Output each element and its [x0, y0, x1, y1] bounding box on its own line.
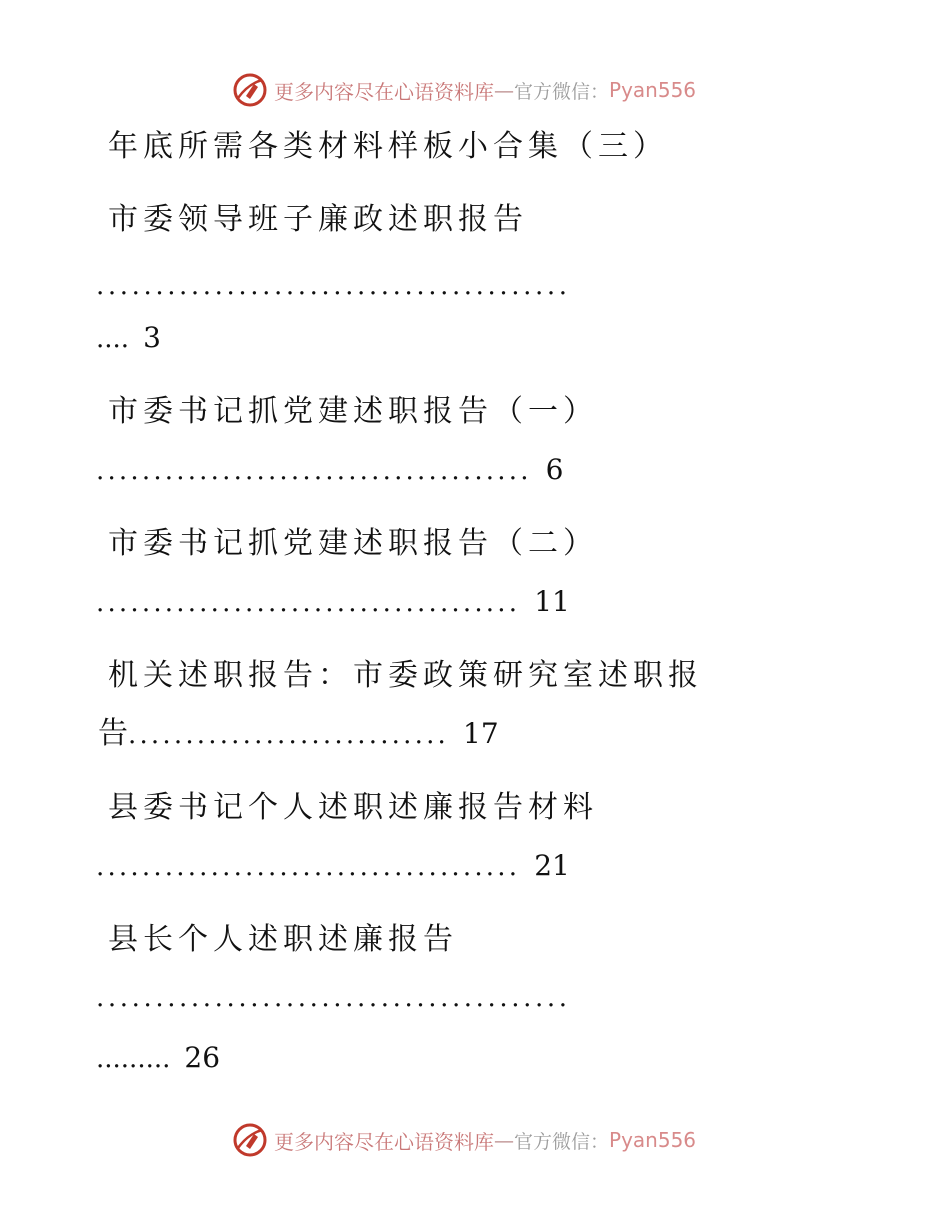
- watermark-header: [232, 72, 696, 108]
- toc-entry-title: 县长个人述职述廉报告: [108, 922, 458, 957]
- toc-page-number: 17: [463, 717, 499, 750]
- toc-entry-leader: .... 3: [96, 321, 161, 354]
- toc-entry-title: 市委书记抓党建述职报告（一）: [108, 394, 598, 429]
- toc-entry-title: 机关述职报告：市委政策研究室述职报: [108, 658, 703, 693]
- watermark-label: 官方微信：: [514, 80, 610, 103]
- toc-page-number: 26: [184, 1041, 221, 1074]
- watermark-label: 官方微信：: [514, 1130, 610, 1153]
- toc-page-number: 3: [143, 321, 161, 354]
- toc-entry-leader: ..................................... 11: [96, 585, 570, 618]
- document-title: 年底所需各类材料样板小合集（三）: [108, 129, 668, 164]
- toc-entry-leader: ...................................... 6: [96, 453, 564, 486]
- watermark-separator: —: [494, 1128, 514, 1152]
- watermark-footer: [232, 1122, 696, 1158]
- toc-entry-leader: ......... 26: [96, 1041, 221, 1074]
- watermark-text: 更多内容尽在心语资料库: [274, 1129, 494, 1154]
- toc-page-number: 6: [545, 453, 564, 486]
- pen-logo-icon: [232, 1122, 268, 1158]
- toc-page-number: 11: [534, 585, 570, 618]
- watermark-text: 更多内容尽在心语资料库: [274, 79, 494, 104]
- pen-logo-icon: [232, 72, 268, 108]
- toc-entry-leader: ........................................: [96, 271, 571, 301]
- toc-entry-leader: 告............................ 17: [98, 716, 499, 751]
- watermark-account: Pyan556: [609, 78, 697, 102]
- toc-entry-title: 市委领导班子廉政述职报告: [108, 202, 528, 237]
- watermark-separator: —: [494, 78, 514, 102]
- toc-entry-title: 县委书记个人述职述廉报告材料: [108, 790, 598, 825]
- toc-entry-leader: ..................................... 21: [96, 849, 570, 882]
- watermark-account: Pyan556: [609, 1128, 697, 1152]
- toc-page-number: 21: [534, 849, 570, 882]
- toc-entry-leader: ........................................: [96, 983, 571, 1013]
- toc-entry-title: 市委书记抓党建述职报告（二）: [108, 526, 598, 561]
